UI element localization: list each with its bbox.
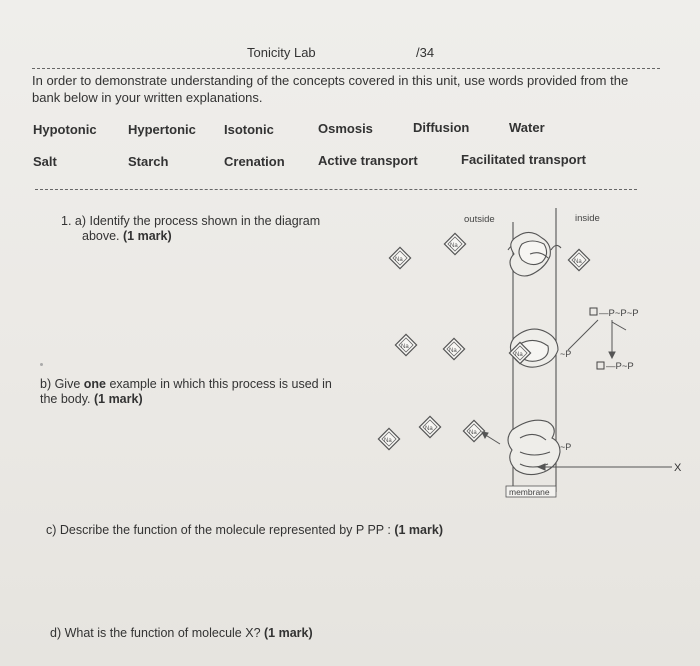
- atp-label: —P~P~P: [599, 308, 639, 319]
- question-1b-text-b: example in which this process is used in: [106, 377, 332, 391]
- question-1c: [46, 523, 443, 538]
- question-1a-line-1: 1. a) Identify the process shown in the diagram: [61, 214, 321, 228]
- bank-word-salt: Salt: [33, 154, 57, 169]
- molecule-x-arrow: [538, 464, 672, 470]
- stray-dot: [40, 363, 43, 366]
- bank-word-hypotonic: Hypotonic: [33, 122, 97, 137]
- na-ion: [443, 338, 464, 359]
- divider-top: [32, 68, 660, 69]
- question-1c-mark: (1 mark): [394, 523, 443, 537]
- na-ion-label: Na: [401, 344, 409, 350]
- inside-label: inside: [575, 213, 600, 224]
- question-1d-mark: (1 mark): [264, 626, 313, 640]
- na-ion: [463, 420, 484, 441]
- bank-word-facilitated-transport: Facilitated transport: [461, 152, 586, 167]
- adp-molecule: [597, 361, 634, 372]
- worksheet-title: Tonicity Lab: [247, 45, 316, 60]
- question-1b-line-2: [40, 392, 143, 407]
- na-ion-label: Na: [449, 348, 457, 354]
- bank-word-water: Water: [509, 120, 545, 135]
- question-1a-mark: (1 mark): [123, 229, 172, 243]
- question-1a-line-2: [82, 229, 172, 244]
- divider-bottom: [35, 189, 637, 190]
- phosphate-label-2: ~P: [560, 442, 572, 452]
- question-1b-mark: (1 mark): [93, 392, 143, 406]
- na-ion-label: Na: [469, 430, 477, 436]
- na-ion-label: Na: [574, 259, 582, 265]
- question-1c-text: c) Describe the function of the molecule represented by P PP :: [46, 523, 395, 537]
- carrier-protein-3: [508, 420, 560, 474]
- na-ion: [419, 416, 440, 437]
- intro-line-2: bank below in your written explanations.: [32, 90, 263, 105]
- question-1b-text-c: the body.: [40, 392, 94, 406]
- score-total: /34: [416, 45, 435, 60]
- na-ion: [568, 249, 589, 270]
- question-1b-line-1: [40, 377, 332, 392]
- na-ion: [444, 233, 465, 254]
- intro-line-1: In order to demonstrate understanding of the concepts covered in this unit, use words provided from the: [32, 73, 629, 88]
- na-ion-label: Na: [384, 438, 392, 444]
- atp-molecule: [590, 308, 639, 319]
- outside-label: outside: [464, 214, 495, 225]
- x-label: X: [674, 462, 682, 474]
- bank-word-active-transport: Active transport: [318, 153, 418, 168]
- na-ion-label: Na: [425, 426, 433, 432]
- atp-conversion-arrows: [568, 320, 626, 358]
- na-ion-label: Na: [395, 257, 403, 263]
- phosphate-label-1: ~P: [560, 349, 572, 359]
- bank-word-osmosis: Osmosis: [318, 121, 373, 136]
- bank-word-crenation: Crenation: [224, 154, 285, 169]
- sodium-pump-diagram: [360, 200, 700, 500]
- question-1b-bold-one: one: [83, 377, 106, 391]
- question-1b-text-a: b) Give: [40, 377, 84, 391]
- question-1a-text: above.: [82, 229, 124, 243]
- question-1d-text: d) What is the function of molecule X?: [50, 626, 264, 640]
- na-ion-label: Na: [450, 243, 458, 249]
- na-ion: [395, 334, 416, 355]
- adp-label: —P~P: [606, 361, 634, 372]
- na-ion: [389, 247, 410, 268]
- carrier-protein-1: [510, 232, 550, 276]
- bank-word-isotonic: Isotonic: [224, 122, 274, 137]
- ion-exit-arrow: [482, 432, 500, 444]
- bank-word-hypertonic: Hypertonic: [128, 122, 196, 137]
- na-ion: [378, 428, 399, 449]
- membrane-label: membrane: [509, 487, 550, 497]
- question-1d: [50, 626, 313, 641]
- bank-word-diffusion: Diffusion: [413, 120, 470, 135]
- na-ion-label: Na: [515, 352, 523, 358]
- bank-word-starch: Starch: [128, 154, 169, 169]
